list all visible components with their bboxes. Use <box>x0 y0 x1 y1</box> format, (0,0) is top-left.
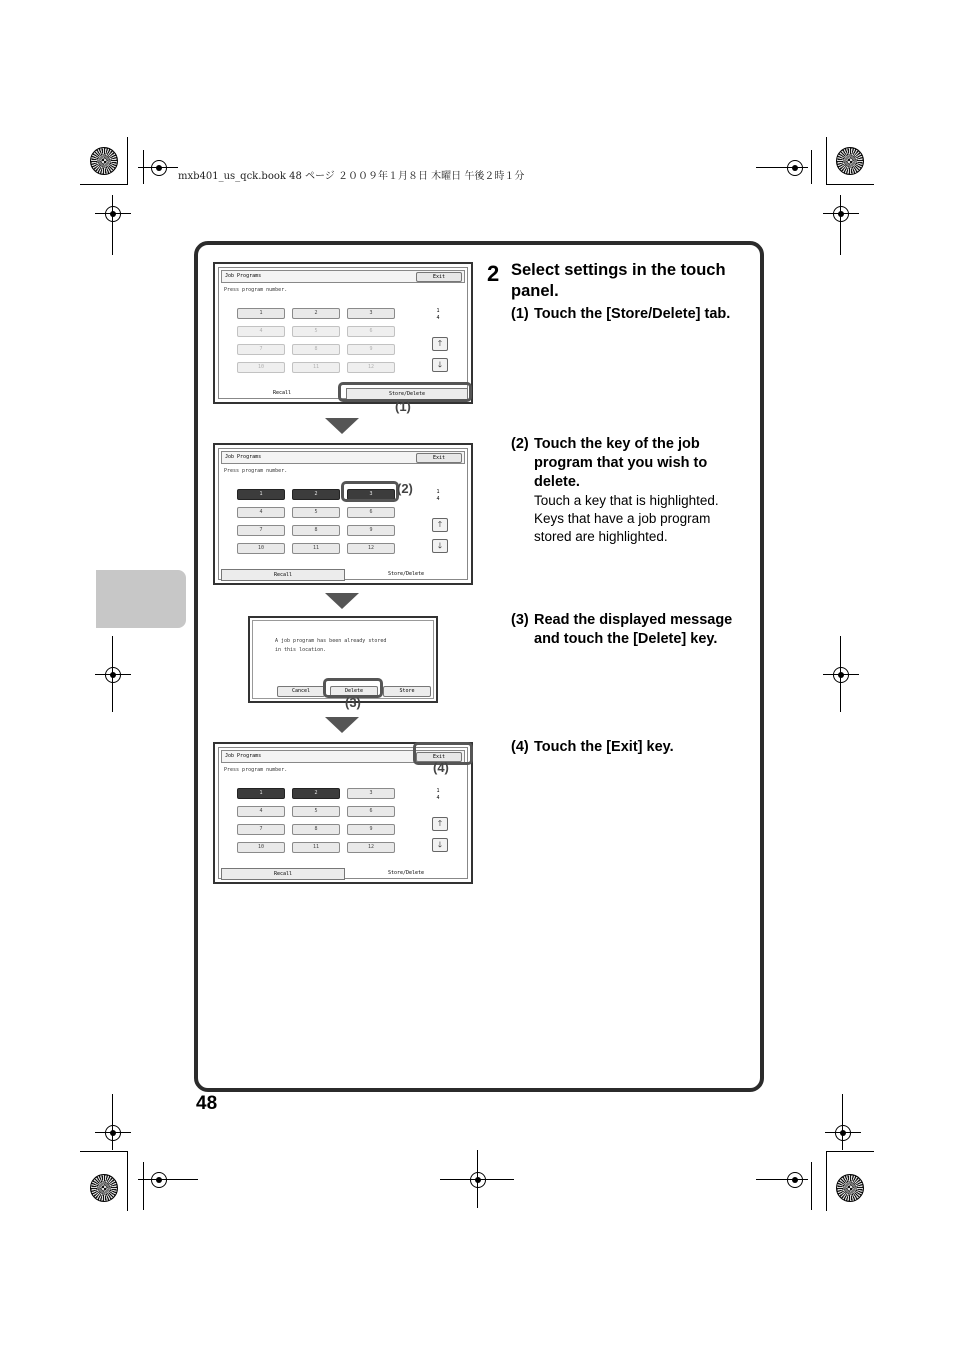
program-key-5[interactable]: 5 <box>292 326 340 337</box>
color-wheel-mark <box>90 147 118 175</box>
program-key-7[interactable]: 7 <box>237 344 285 355</box>
down-arrow-icon[interactable]: 🡓 <box>432 838 448 852</box>
program-key-3[interactable]: 3 <box>347 489 395 500</box>
highlight-key-3 <box>341 481 399 502</box>
step-number: 2 <box>487 261 500 286</box>
screen-prompt: Press program number. <box>224 468 288 474</box>
program-key-11[interactable]: 11 <box>292 362 340 373</box>
cancel-button[interactable]: Cancel <box>277 686 325 697</box>
screen-prompt: Press program number. <box>224 767 288 773</box>
dialog-message: A job program has been already stored in this location. <box>275 638 387 653</box>
tab-store-delete[interactable]: Store/Delete <box>387 870 425 876</box>
color-wheel-mark <box>836 147 864 175</box>
flow-arrow-icon <box>325 593 359 609</box>
program-key-10[interactable]: 10 <box>237 362 285 373</box>
up-arrow-icon[interactable]: 🡑 <box>432 817 448 831</box>
program-key-4[interactable]: 4 <box>237 326 285 337</box>
tab-recall[interactable]: Recall <box>272 390 292 396</box>
exit-button[interactable]: Exit <box>416 453 462 463</box>
program-key-2[interactable]: 2 <box>292 308 340 319</box>
program-key-6[interactable]: 6 <box>347 806 395 817</box>
program-key-1[interactable]: 1 <box>237 788 285 799</box>
print-header-line: mxb401_us_qck.book 48 ページ ２００９年１月８日 木曜日 午後２時１分 <box>178 171 525 182</box>
page-indicator: 1 4 <box>436 788 440 801</box>
program-key-2[interactable]: 2 <box>292 788 340 799</box>
crosshair-target-mark <box>787 1172 803 1188</box>
callout-2: (2) <box>397 481 413 496</box>
program-key-6[interactable]: 6 <box>347 326 395 337</box>
substep-2: (2) Touch the key of the job program that you wish to delete. <box>511 436 708 490</box>
program-key-10[interactable]: 10 <box>237 543 285 554</box>
tab-recall[interactable]: Recall <box>221 569 345 581</box>
callout-3: (3) <box>345 695 361 710</box>
program-key-2[interactable]: 2 <box>292 489 340 500</box>
crosshair-target-mark <box>151 1172 167 1188</box>
crosshair-target-mark <box>787 160 803 176</box>
program-key-11[interactable]: 11 <box>292 842 340 853</box>
tab-store-delete[interactable]: Store/Delete <box>387 571 425 577</box>
callout-4: (4) <box>433 760 449 775</box>
program-key-12[interactable]: 12 <box>347 543 395 554</box>
page-indicator: 1 4 <box>436 489 440 502</box>
program-key-1[interactable]: 1 <box>237 308 285 319</box>
up-arrow-icon[interactable]: 🡑 <box>432 518 448 532</box>
tab-recall[interactable]: Recall <box>221 868 345 880</box>
crosshair-target-mark <box>105 206 121 222</box>
down-arrow-icon[interactable]: 🡓 <box>432 539 448 553</box>
color-wheel-mark <box>836 1174 864 1202</box>
crosshair-target-mark <box>833 206 849 222</box>
program-key-3[interactable]: 3 <box>347 308 395 319</box>
substep-1: (1) Touch the [Store/Delete] tab. <box>511 306 731 322</box>
program-key-6[interactable]: 6 <box>347 507 395 518</box>
screen-title: Job Programs Exit <box>221 451 465 464</box>
program-key-7[interactable]: 7 <box>237 525 285 536</box>
touch-panel-screen-2 <box>213 443 473 585</box>
program-key-10[interactable]: 10 <box>237 842 285 853</box>
substep-2-note: Touch a key that is highlighted. Keys that have a job program stored are highlighted. <box>534 493 719 544</box>
chapter-side-tab <box>96 570 186 628</box>
program-key-12[interactable]: 12 <box>347 362 395 373</box>
program-key-4[interactable]: 4 <box>237 507 285 518</box>
flow-arrow-icon <box>325 418 359 434</box>
substep-4: (4) Touch the [Exit] key. <box>511 739 674 755</box>
screen-prompt: Press program number. <box>224 287 288 293</box>
down-arrow-icon[interactable]: 🡓 <box>432 358 448 372</box>
callout-1: (1) <box>395 399 411 414</box>
page-number: 48 <box>196 1093 218 1114</box>
screen-title: Job Programs Exit <box>221 270 465 283</box>
exit-button[interactable]: Exit <box>416 272 462 282</box>
screen-title: Job Programs Exit <box>221 750 465 763</box>
program-key-7[interactable]: 7 <box>237 824 285 835</box>
step-title: Select settings in the touch panel. <box>511 261 726 300</box>
program-key-5[interactable]: 5 <box>292 507 340 518</box>
crosshair-target-mark <box>151 160 167 176</box>
store-button[interactable]: Store <box>383 686 431 697</box>
program-key-3[interactable]: 3 <box>347 788 395 799</box>
tab-store-delete[interactable]: Store/Delete <box>346 388 468 400</box>
color-wheel-mark <box>90 1174 118 1202</box>
program-key-5[interactable]: 5 <box>292 806 340 817</box>
delete-button[interactable]: Delete <box>330 686 378 697</box>
program-key-8[interactable]: 8 <box>292 344 340 355</box>
crosshair-target-mark <box>470 1172 486 1188</box>
program-key-11[interactable]: 11 <box>292 543 340 554</box>
program-key-9[interactable]: 9 <box>347 344 395 355</box>
page-indicator: 1 4 <box>436 308 440 321</box>
program-key-4[interactable]: 4 <box>237 806 285 817</box>
substep-3: (3) Read the displayed message and touch the [Delete] key. <box>511 612 733 647</box>
crosshair-target-mark <box>835 1125 851 1141</box>
program-key-9[interactable]: 9 <box>347 525 395 536</box>
exit-button[interactable]: Exit <box>416 752 462 762</box>
up-arrow-icon[interactable]: 🡑 <box>432 337 448 351</box>
program-key-9[interactable]: 9 <box>347 824 395 835</box>
crosshair-target-mark <box>105 1125 121 1141</box>
program-key-1[interactable]: 1 <box>237 489 285 500</box>
program-key-8[interactable]: 8 <box>292 525 340 536</box>
crosshair-target-mark <box>833 667 849 683</box>
program-key-12[interactable]: 12 <box>347 842 395 853</box>
program-key-8[interactable]: 8 <box>292 824 340 835</box>
flow-arrow-icon <box>325 717 359 733</box>
crosshair-target-mark <box>105 667 121 683</box>
